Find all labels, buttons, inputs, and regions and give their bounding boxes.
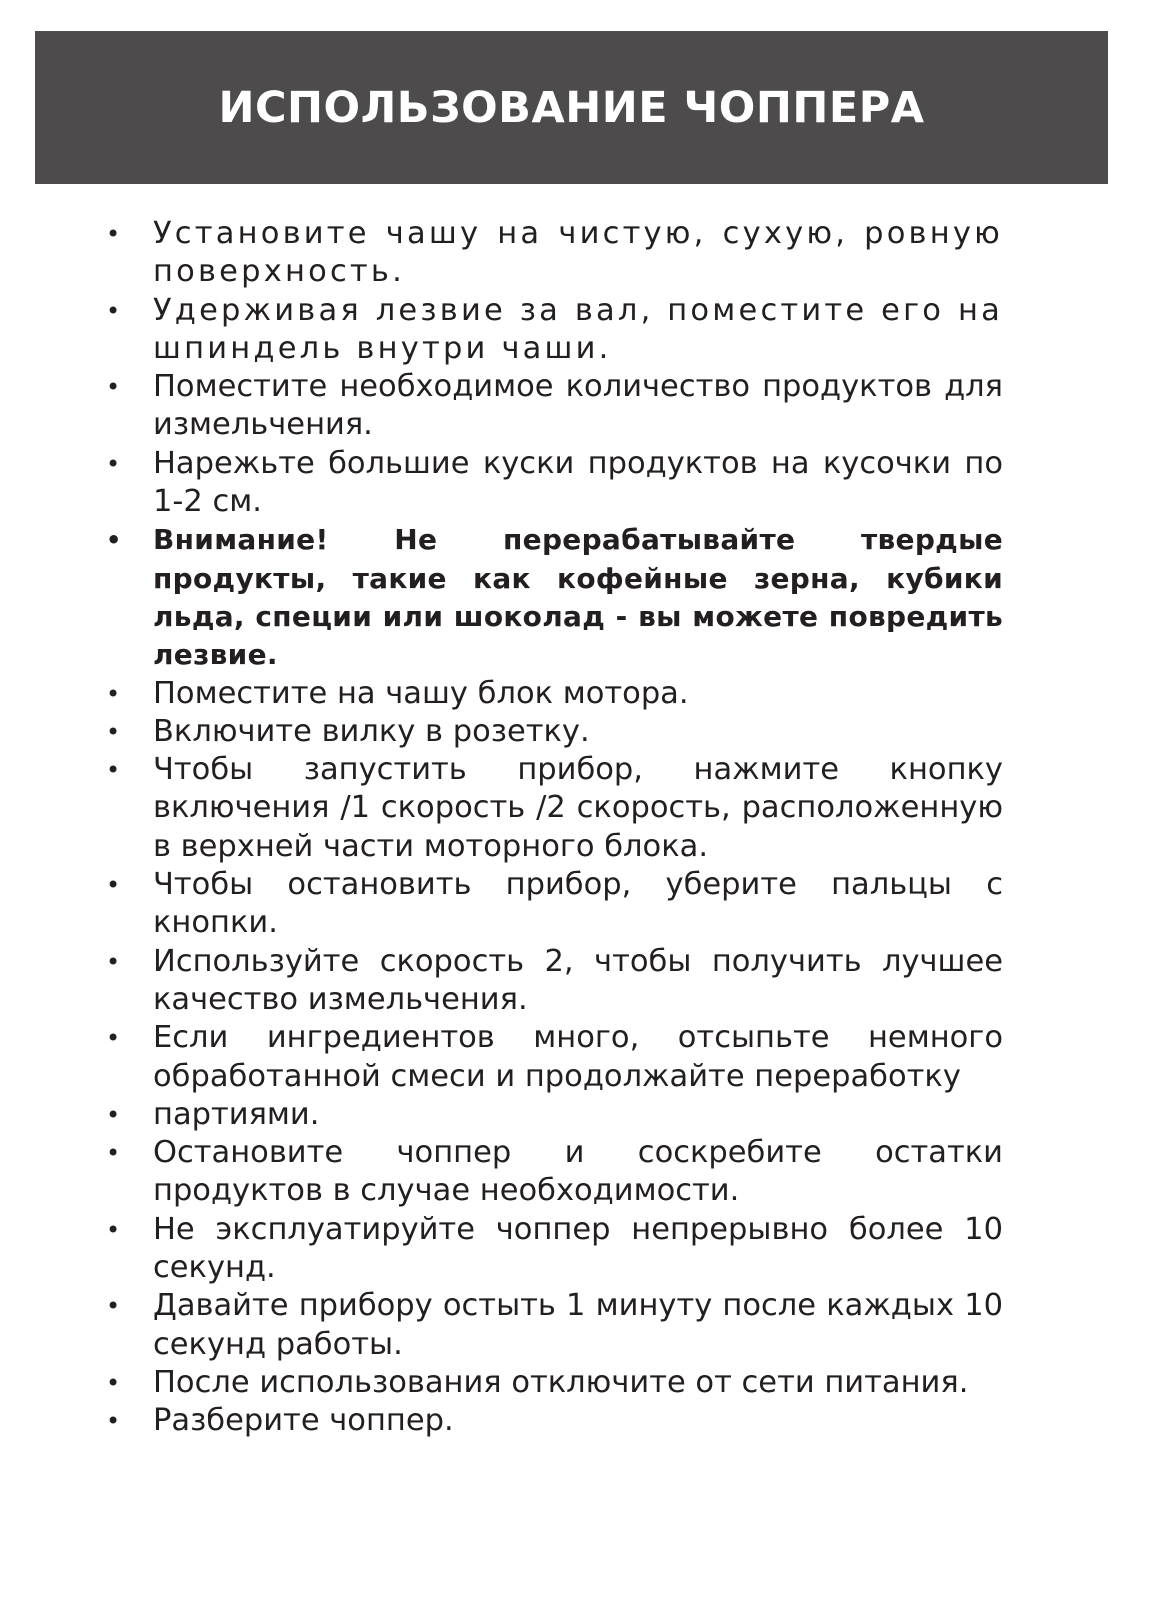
instruction-text: Нарежьте большие куски продуктов на кусочки по 1-2 см. <box>153 445 1003 520</box>
warning-text: Внимание! Не перерабатывайте твердые продукты, такие как кофейные зерна, кубики льда, специи или шоколад - вы можете повредить лезвие. <box>153 523 1003 672</box>
bullet-icon: • <box>106 220 124 248</box>
list-item <box>0 943 1003 1020</box>
list-item <box>0 1364 1003 1402</box>
bullet-icon: • <box>106 1368 121 1397</box>
instruction-text: Поместите на чашу блок мотора. <box>153 675 689 711</box>
instruction-text: партиями. <box>153 1096 320 1132</box>
instruction-text: Если ингредиентов много, отсыпьте немного обработанной смеси и продолжайте переработку <box>153 1020 1003 1094</box>
bullet-icon: • <box>106 679 121 708</box>
instruction-text: Включите вилку в розетку. <box>153 713 590 749</box>
bullet-icon: • <box>106 1215 121 1244</box>
bullet-icon: • <box>106 526 122 555</box>
list-item <box>0 292 1003 369</box>
bullet-icon: • <box>106 1407 121 1436</box>
instruction-text: Остановите чоппер и соскребите остатки продуктов в случае необходимости. <box>153 1135 1003 1209</box>
list-item <box>0 751 1003 866</box>
list-item <box>0 1402 1003 1440</box>
instruction-text: Удерживая лезвие за вал, поместите его на шпиндель внутри чаши. <box>153 292 1003 366</box>
bullet-icon: • <box>106 756 121 785</box>
instruction-text: Чтобы запустить прибор, нажмите кнопку включения /1 скорость /2 скорость, расположенную в верхней части моторного блока. <box>153 752 1003 864</box>
bullet-icon: • <box>106 1100 121 1129</box>
bullet-icon: • <box>106 373 121 402</box>
bullet-icon: • <box>106 1024 121 1053</box>
warning-item <box>0 521 1003 674</box>
bullet-icon: • <box>106 871 121 900</box>
list-item <box>0 713 1003 751</box>
list-item <box>0 1211 1003 1288</box>
bullet-icon: • <box>106 1292 121 1321</box>
list-item <box>0 445 1003 522</box>
bullet-icon: • <box>106 947 121 976</box>
page-title: ИСПОЛЬЗОВАНИЕ ЧОППЕРА <box>218 82 925 133</box>
list-item <box>0 866 1003 943</box>
bullet-icon: • <box>106 296 124 325</box>
instruction-text: Установите чашу на чистую, сухую, ровную поверхность. <box>153 216 1003 290</box>
instruction-text: Поместите необходимое количество продуктов для измельчения. <box>153 369 1003 443</box>
bullet-icon: • <box>106 449 121 478</box>
instruction-text: После использования отключите от сети питания. <box>153 1364 969 1400</box>
list-item <box>0 675 1003 713</box>
instruction-text: Давайте прибору остыть 1 минуту после каждых 10 секунд работы. <box>153 1288 1003 1362</box>
list-item <box>0 1096 1003 1134</box>
bullet-icon: • <box>106 717 121 746</box>
instruction-list <box>0 215 1155 1441</box>
instruction-text: Чтобы остановить прибор, уберите пальцы с кнопки. <box>153 867 1003 941</box>
header-bar <box>35 31 1108 184</box>
list-item <box>0 368 1003 445</box>
instruction-text: Используйте скорость 2, чтобы получить лучшее качество измельчения. <box>153 943 1003 1017</box>
list-item <box>0 1134 1003 1211</box>
list-item <box>0 1287 1003 1364</box>
instruction-text: Разберите чоппер. <box>153 1403 454 1439</box>
list-item <box>0 1019 1003 1096</box>
bullet-icon: • <box>106 1139 121 1168</box>
instruction-text: Не эксплуатируйте чоппер непрерывно более 10 секунд. <box>153 1211 1003 1286</box>
list-item <box>0 215 1003 292</box>
